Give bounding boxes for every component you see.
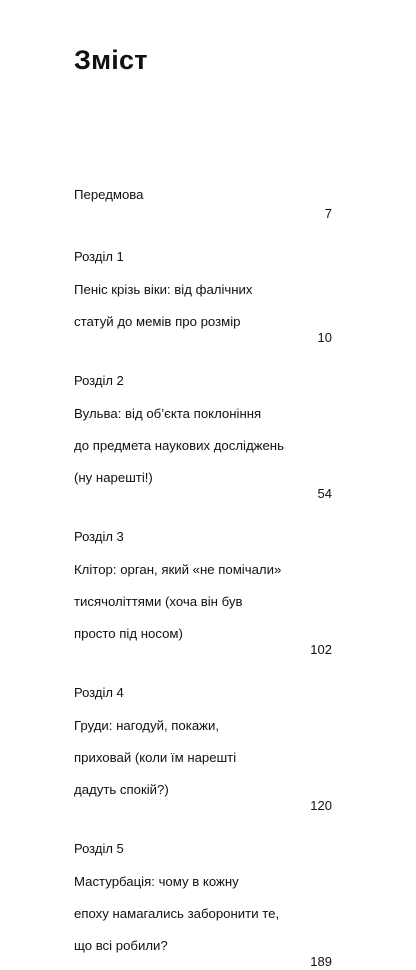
toc-entry-title xyxy=(74,266,332,346)
toc-entry-title-line: дадуть спокій?) xyxy=(74,782,169,797)
toc-entry-chapter-4 xyxy=(74,684,332,814)
toc-entry-title-line: Мастурбація: чому в кожну xyxy=(74,874,239,889)
table-of-contents xyxy=(74,168,332,970)
toc-entry-title xyxy=(74,168,332,222)
toc-page-number: 54 xyxy=(317,486,332,501)
toc-entry-chapter-1 xyxy=(74,248,332,346)
toc-entry-title-line: тисячоліттями (хоча він був xyxy=(74,594,243,609)
toc-entry-title xyxy=(74,702,332,814)
toc-entry-preface xyxy=(74,168,332,222)
toc-section-label: Розділ 5 xyxy=(74,841,124,856)
toc-entry-title-line: Груди: нагодуй, покажи, xyxy=(74,718,220,733)
toc-entry-chapter-2 xyxy=(74,372,332,502)
toc-entry-title-line: до предмета наукових досліджень xyxy=(74,438,284,453)
toc-page-number: 120 xyxy=(310,798,332,813)
toc-section-label: Розділ 3 xyxy=(74,529,124,544)
toc-entry-title-line: епоху намагались заборонити те, xyxy=(74,906,280,921)
toc-entry-title-line: що всі робили? xyxy=(74,938,168,953)
toc-entry-chapter-5 xyxy=(74,840,332,970)
toc-entry-title-line: Передмова xyxy=(74,187,144,202)
toc-entry-title-line: (ну нарешті!) xyxy=(74,470,153,485)
toc-section-label: Розділ 4 xyxy=(74,685,124,700)
toc-entry-chapter-3 xyxy=(74,528,332,658)
toc-page-number: 189 xyxy=(310,954,332,969)
toc-entry-title-line: Вульва: від об’єкта поклоніння xyxy=(74,406,262,421)
toc-entry-title-line: Пеніс крізь віки: від фалічних xyxy=(74,282,253,297)
toc-page-number: 10 xyxy=(317,330,332,345)
toc-entry-title xyxy=(74,546,332,658)
toc-page-number: 7 xyxy=(324,206,332,221)
toc-section-label: Розділ 1 xyxy=(74,249,124,264)
page-title: Зміст xyxy=(74,45,148,75)
toc-entry-title-line: Клітор: орган, який «не помічали» xyxy=(74,562,282,577)
toc-entry-title xyxy=(74,858,332,970)
toc-page-number: 102 xyxy=(310,642,332,657)
toc-entry-title-line: приховай (коли їм нарешті xyxy=(74,750,237,765)
toc-section-label: Розділ 2 xyxy=(74,373,124,388)
toc-entry-title xyxy=(74,390,332,502)
toc-entry-title-line: статуй до мемів про розмір xyxy=(74,314,241,329)
toc-entry-title-line: просто під носом) xyxy=(74,626,183,641)
